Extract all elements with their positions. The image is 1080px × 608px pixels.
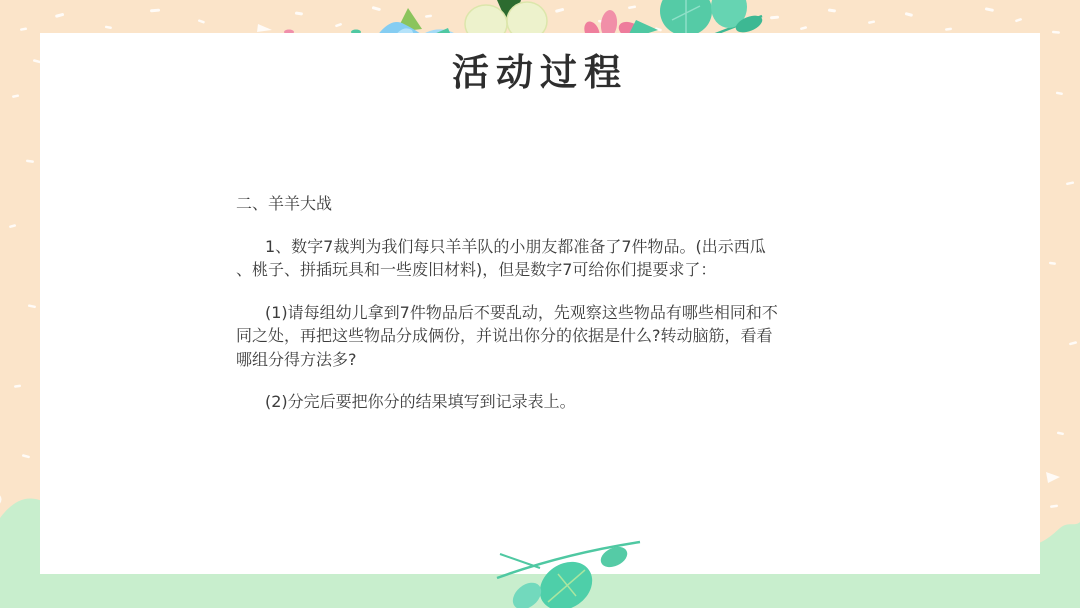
paragraph-line: (2)分完后要把你分的结果填写到记录表上。 — [265, 392, 576, 411]
slide-title: 活动过程 — [452, 50, 628, 94]
paragraph-line: 1、数字7裁判为我们每只羊羊队的小朋友都准备了7件物品。(出示西瓜 — [265, 236, 766, 256]
paragraph-line: 哪组分得方法多? — [236, 349, 357, 369]
paragraph-line: 同之处，再把这些物品分成俩份，并说出你分的依据是什么?转动脑筋，看看 — [236, 326, 773, 345]
body-heading — [236, 192, 854, 216]
slide-card — [40, 33, 1040, 574]
paragraph-3 — [236, 390, 854, 414]
heading-line: 二、羊羊大战 — [236, 194, 333, 213]
paragraph-line: (1)请每组幼儿拿到7件物品后不要乱动，先观察这些物品有哪些相同和不 — [265, 302, 778, 322]
paragraph-1 — [236, 235, 854, 282]
paragraph-line: 、桃子、拼插玩具和一些废旧材料)，但是数字7可给你们提要求了： — [236, 260, 717, 279]
slide-body-text — [236, 192, 854, 414]
paragraph-2 — [236, 301, 854, 372]
